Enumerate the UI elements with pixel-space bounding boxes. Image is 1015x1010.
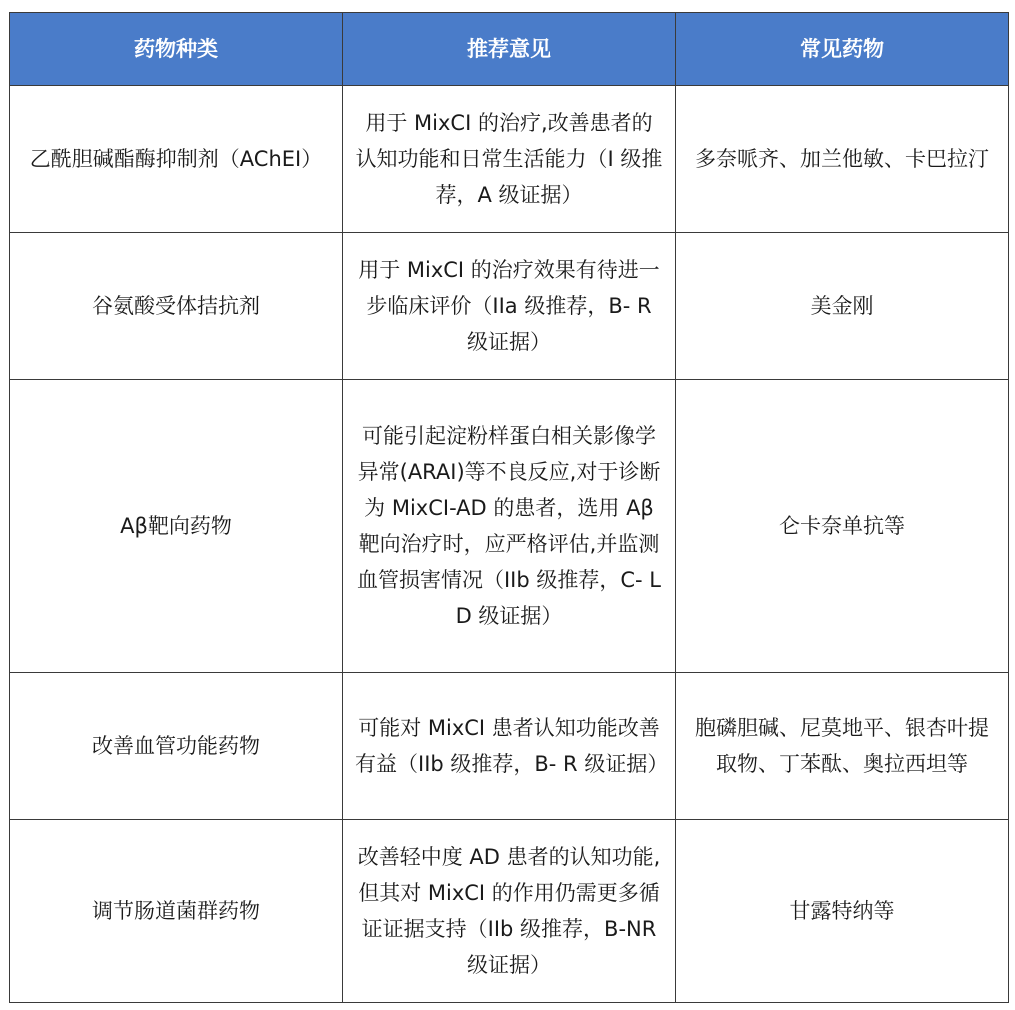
category-cell: 乙酰胆碱酯酶抑制剂（AChEI） xyxy=(10,86,343,233)
header-category: 药物种类 xyxy=(10,13,343,86)
drugs-cell: 仑卡奈单抗等 xyxy=(676,380,1009,673)
recommendation-cell: 用于 MixCI 的治疗,改善患者的认知功能和日常生活能力（I 级推荐，A 级证据） xyxy=(343,86,676,233)
category-cell: 改善血管功能药物 xyxy=(10,673,343,820)
table-row xyxy=(10,380,1009,673)
table-row xyxy=(10,673,1009,820)
recommendation-cell: 可能引起淀粉样蛋白相关影像学异常(ARAI)等不良反应,对于诊断为 MixCI-AD 的患者，选用 Aβ靶向治疗时，应严格评估,并监测血管损害情况（IIb 级推荐，C- LD 级证据） xyxy=(343,380,676,673)
recommendation-cell: 改善轻中度 AD 患者的认知功能,但其对 MixCI 的作用仍需更多循证证据支持（IIb 级推荐，B-NR 级证据） xyxy=(343,820,676,1003)
category-cell: Aβ靶向药物 xyxy=(10,380,343,673)
drugs-cell: 美金刚 xyxy=(676,233,1009,380)
table-row xyxy=(10,86,1009,233)
table-row xyxy=(10,820,1009,1003)
drugs-cell: 胞磷胆碱、尼莫地平、银杏叶提取物、丁苯酞、奥拉西坦等 xyxy=(676,673,1009,820)
category-cell: 谷氨酸受体拮抗剂 xyxy=(10,233,343,380)
category-cell: 调节肠道菌群药物 xyxy=(10,820,343,1003)
drugs-cell: 甘露特纳等 xyxy=(676,820,1009,1003)
drug-recommendation-table xyxy=(9,12,1009,1003)
drugs-cell: 多奈哌齐、加兰他敏、卡巴拉汀 xyxy=(676,86,1009,233)
table-row xyxy=(10,233,1009,380)
header-recommendation: 推荐意见 xyxy=(343,13,676,86)
recommendation-cell: 用于 MixCI 的治疗效果有待进一步临床评价（IIa 级推荐，B- R 级证据） xyxy=(343,233,676,380)
table-header-row xyxy=(10,13,1009,86)
header-common-drugs: 常见药物 xyxy=(676,13,1009,86)
recommendation-cell: 可能对 MixCI 患者认知功能改善有益（IIb 级推荐，B- R 级证据） xyxy=(343,673,676,820)
